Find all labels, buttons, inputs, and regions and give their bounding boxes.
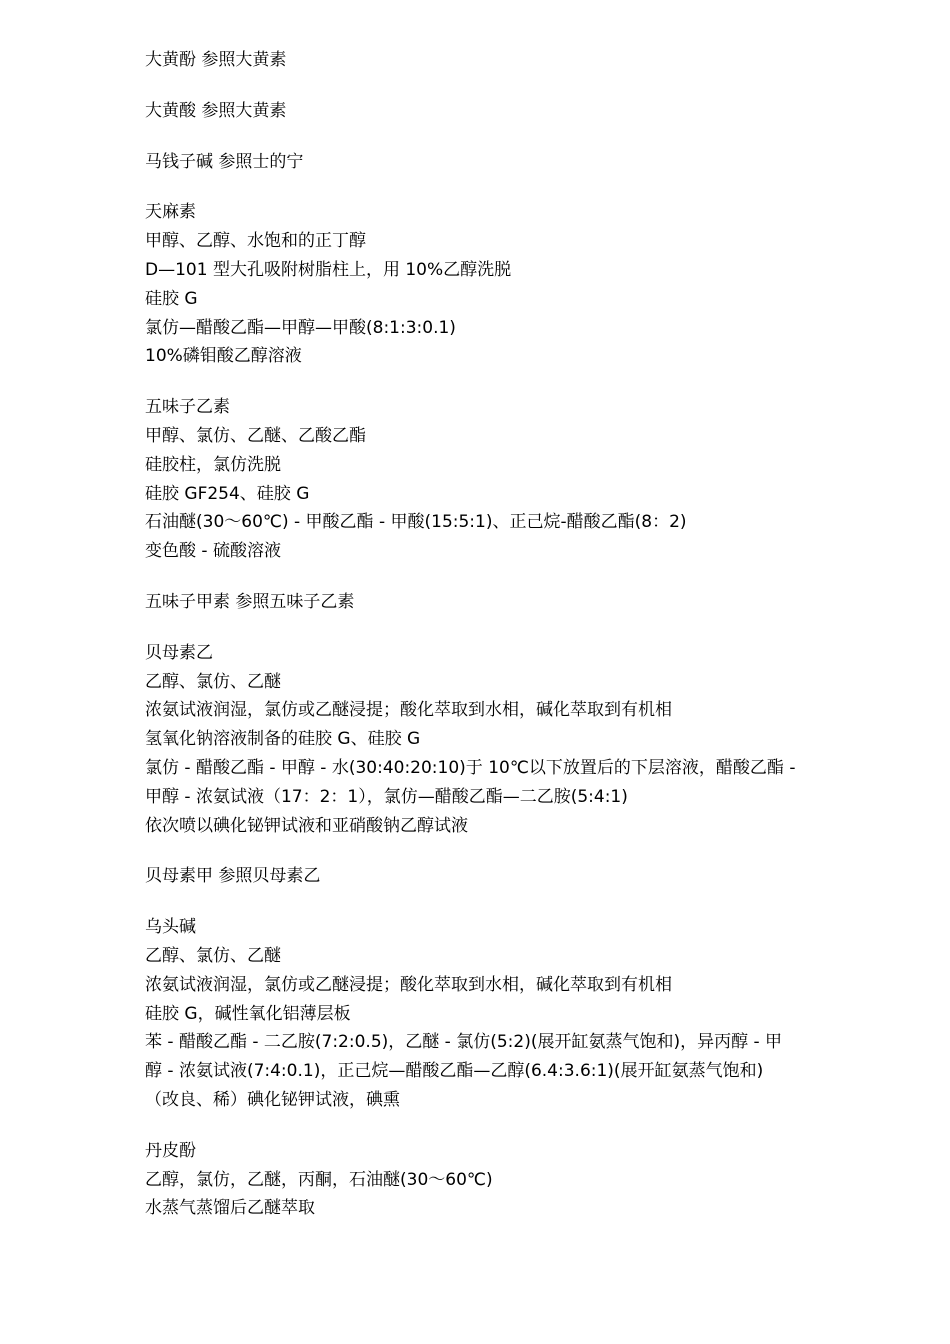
entry-title: 乌头碱 xyxy=(145,917,196,938)
entry-line: 硅胶 GF254、硅胶 G xyxy=(145,483,310,504)
entry-line: 大黄酚 参照大黄素 xyxy=(145,50,287,70)
entry-line: 浓氨试液润湿，氯仿或乙醚浸提；酸化萃取到水相，碱化萃取到有机相 xyxy=(145,700,672,721)
entry-line: 贝母素甲 参照贝母素乙 xyxy=(145,866,321,887)
entry-line: 大黄酸 参照大黄素 xyxy=(145,100,287,121)
entry-danpifen xyxy=(145,1137,885,1223)
entry-dahuangsuan xyxy=(145,97,885,126)
entry-line: 乙醇、氯仿、乙醚 xyxy=(145,945,281,966)
entry-line: （改良、稀）碘化铋钾试液，碘熏 xyxy=(145,1089,400,1110)
document-page xyxy=(145,46,885,1245)
entry-wutoujian xyxy=(145,913,885,1115)
entry-wuweizijiasu xyxy=(145,588,885,617)
entry-line: 硅胶柱，氯仿洗脱 xyxy=(145,454,281,475)
entry-line: 氢氧化钠溶液制备的硅胶 G、硅胶 G xyxy=(145,729,421,750)
entry-line: 依次喷以碘化铋钾试液和亚硝酸钠乙醇试液 xyxy=(145,815,468,836)
entry-line: 甲醇、氯仿、乙醚、乙酸乙酯 xyxy=(145,425,366,446)
entry-line: 硅胶 G xyxy=(145,288,198,309)
entry-title: 丹皮酚 xyxy=(145,1140,196,1161)
entry-line: 石油醚(30～60℃) - 甲酸乙酯 - 甲酸(15:5:1)、正己烷-醋酸乙酯(8：2) xyxy=(145,512,687,533)
entry-line: 10%磷钼酸乙醇溶液 xyxy=(145,346,302,367)
entry-line: 甲醇 - 浓氨试液（17：2：1），氯仿—醋酸乙酯—二乙胺(5:4:1) xyxy=(145,786,628,807)
entry-line: 乙醇，氯仿，乙醚，丙酮，石油醚(30～60℃) xyxy=(145,1169,493,1190)
entry-dahuangfen xyxy=(145,46,885,75)
entry-line: 苯 - 醋酸乙酯 - 二乙胺(7:2:0.5)，乙醚 - 氯仿(5:2)(展开缸氨蒸气饱和)，异丙醇 - 甲 xyxy=(145,1032,783,1053)
entry-beimusujia xyxy=(145,862,885,891)
entry-title: 贝母素乙 xyxy=(145,642,213,663)
entry-line: 氯仿—醋酸乙酯—甲醇—甲酸(8:1:3:0.1) xyxy=(145,317,456,338)
entry-maqianzijian xyxy=(145,148,885,177)
entry-line: 醇 - 浓氨试液(7:4:0.1)，正己烷—醋酸乙酯—乙醇(6.4:3.6:1)(展开缸氨蒸气饱和) xyxy=(145,1061,764,1082)
entry-line: 浓氨试液润湿，氯仿或乙醚浸提；酸化萃取到水相，碱化萃取到有机相 xyxy=(145,974,672,995)
entry-title: 天麻素 xyxy=(145,202,196,223)
entry-line: 硅胶 G，碱性氧化铝薄层板 xyxy=(145,1003,351,1024)
entry-line: 水蒸气蒸馏后乙醚萃取 xyxy=(145,1198,315,1219)
entry-line: D—101 型大孔吸附树脂柱上，用 10%乙醇洗脱 xyxy=(145,259,512,280)
entry-line: 变色酸 - 硫酸溶液 xyxy=(145,541,281,562)
entry-tianmasu xyxy=(145,198,885,371)
entry-line: 五味子甲素 参照五味子乙素 xyxy=(145,591,355,612)
entry-line: 氯仿 - 醋酸乙酯 - 甲醇 - 水(30:40:20:10)于 10℃以下放置后的下层溶液，醋酸乙酯 - xyxy=(145,757,796,778)
entry-line: 甲醇、乙醇、水饱和的正丁醇 xyxy=(145,231,366,252)
entry-wuweiziyisu xyxy=(145,393,885,566)
entry-line: 马钱子碱 参照士的宁 xyxy=(145,151,304,172)
entry-beimusuyi xyxy=(145,639,885,841)
entry-title: 五味子乙素 xyxy=(145,397,230,418)
entry-line: 乙醇、氯仿、乙醚 xyxy=(145,671,281,692)
